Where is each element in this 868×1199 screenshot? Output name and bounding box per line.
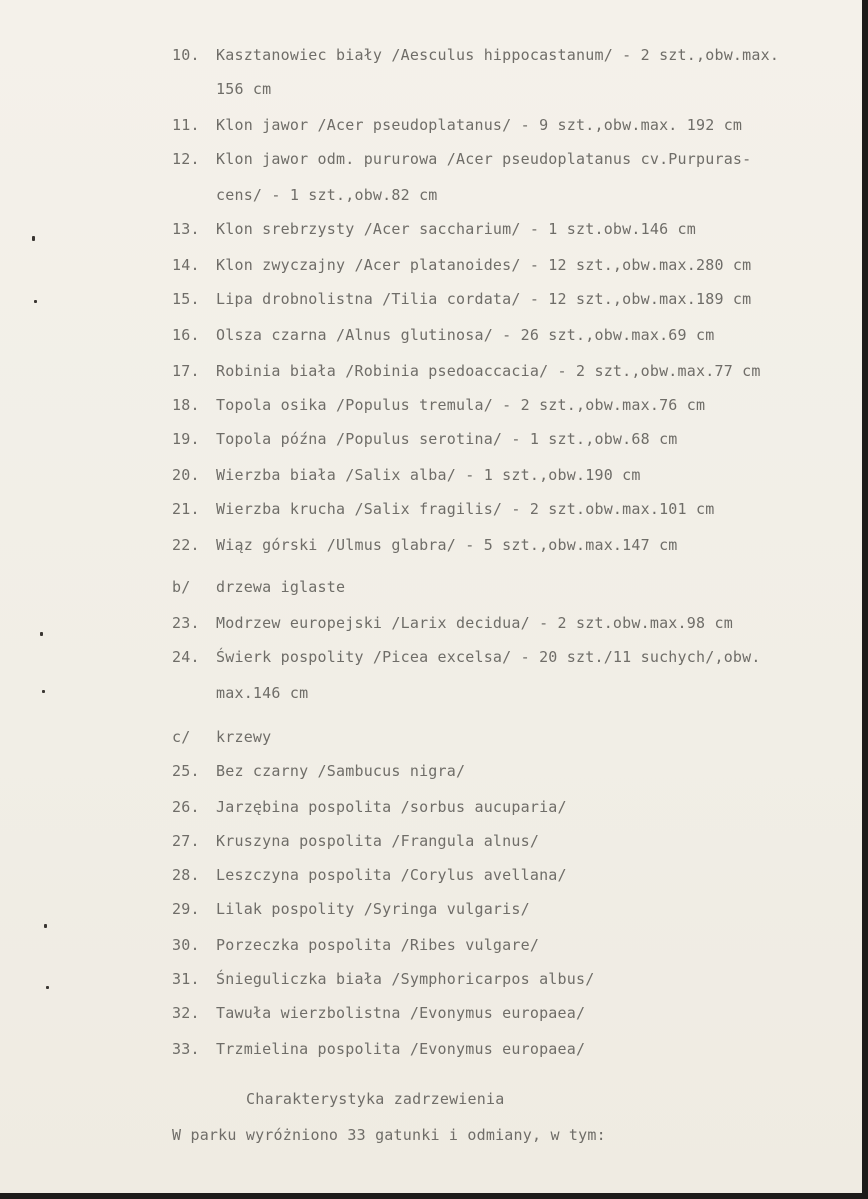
item-text: Wierzba krucha /Salix fragilis/ - 2 szt.obw.max.101 cm bbox=[216, 500, 715, 518]
item-number: 33. bbox=[172, 1040, 200, 1058]
item-text: Topola osika /Populus tremula/ - 2 szt.,obw.max.76 cm bbox=[216, 396, 706, 414]
item-number: 14. bbox=[172, 256, 200, 274]
list-item bbox=[172, 220, 696, 238]
item-number: 18. bbox=[172, 396, 200, 414]
list-item bbox=[172, 936, 539, 954]
punch-mark bbox=[32, 236, 35, 241]
item-text: Bez czarny /Sambucus nigra/ bbox=[216, 762, 466, 780]
item-text: max.146 cm bbox=[216, 684, 309, 702]
item-text: Kasztanowiec biały /Aesculus hippocastanum/ - 2 szt.,obw.max. bbox=[216, 46, 780, 64]
item-text: Wiąz górski /Ulmus glabra/ - 5 szt.,obw.max.147 cm bbox=[216, 536, 678, 554]
item-text: Modrzew europejski /Larix decidua/ - 2 szt.obw.max.98 cm bbox=[216, 614, 733, 632]
item-text: Robinia biała /Robinia psedoaccacia/ - 2 szt.,obw.max.77 cm bbox=[216, 362, 761, 380]
list-item bbox=[172, 832, 539, 850]
list-item bbox=[172, 900, 530, 918]
section-label: drzewa iglaste bbox=[216, 578, 346, 596]
list-item bbox=[172, 430, 678, 448]
item-number: 23. bbox=[172, 614, 200, 632]
item-number: 22. bbox=[172, 536, 200, 554]
item-text: Klon jawor /Acer pseudoplatanus/ - 9 szt.,obw.max. 192 cm bbox=[216, 116, 743, 134]
list-item bbox=[172, 466, 641, 484]
list-item bbox=[172, 648, 761, 666]
item-text: Klon zwyczajny /Acer platanoides/ - 12 szt.,obw.max.280 cm bbox=[216, 256, 752, 274]
list-item bbox=[172, 1004, 585, 1022]
list-item bbox=[172, 362, 761, 380]
punch-mark bbox=[42, 690, 45, 693]
item-number: 10. bbox=[172, 46, 200, 64]
item-number: 29. bbox=[172, 900, 200, 918]
item-text: Topola późna /Populus serotina/ - 1 szt.,obw.68 cm bbox=[216, 430, 678, 448]
item-text: Jarzębina pospolita /sorbus aucuparia/ bbox=[216, 798, 567, 816]
item-text: Leszczyna pospolita /Corylus avellana/ bbox=[216, 866, 567, 884]
item-number: 11. bbox=[172, 116, 200, 134]
list-item bbox=[172, 970, 594, 988]
punch-mark bbox=[34, 300, 37, 303]
item-text: Olsza czarna /Alnus glutinosa/ - 26 szt.,obw.max.69 cm bbox=[216, 326, 715, 344]
paragraph-line: W parku wyróżniono 33 gatunki i odmiany, w tym: bbox=[172, 1126, 606, 1144]
item-number: 13. bbox=[172, 220, 200, 238]
item-number: 15. bbox=[172, 290, 200, 308]
section-letter: c/ bbox=[172, 728, 191, 746]
list-item bbox=[172, 326, 714, 344]
list-item bbox=[172, 614, 733, 632]
punch-mark bbox=[46, 986, 49, 989]
item-number: 32. bbox=[172, 1004, 200, 1022]
item-text: cens/ - 1 szt.,obw.82 cm bbox=[216, 186, 438, 204]
punch-mark bbox=[40, 632, 43, 636]
item-text: Lipa drobnolistna /Tilia cordata/ - 12 szt.,obw.max.189 cm bbox=[216, 290, 752, 308]
list-item bbox=[172, 1040, 585, 1058]
list-item bbox=[172, 798, 567, 816]
list-item bbox=[172, 46, 779, 64]
list-item bbox=[172, 290, 751, 308]
item-number: 17. bbox=[172, 362, 200, 380]
item-number: 19. bbox=[172, 430, 200, 448]
list-item bbox=[172, 256, 751, 274]
item-text: Trzmielina pospolita /Evonymus europaea/ bbox=[216, 1040, 586, 1058]
list-item bbox=[172, 866, 567, 884]
item-text: Klon jawor odm. pururowa /Acer pseudoplatanus cv.Purpuras- bbox=[216, 150, 752, 168]
list-item-continuation bbox=[216, 186, 438, 204]
punch-mark bbox=[44, 924, 47, 928]
item-text: Klon srebrzysty /Acer saccharium/ - 1 szt.obw.146 cm bbox=[216, 220, 696, 238]
item-number: 21. bbox=[172, 500, 200, 518]
item-text: Lilak pospolity /Syringa vulgaris/ bbox=[216, 900, 530, 918]
item-number: 26. bbox=[172, 798, 200, 816]
section-heading-conifers bbox=[172, 578, 345, 596]
list-item bbox=[172, 396, 705, 414]
list-item bbox=[172, 500, 714, 518]
item-number: 28. bbox=[172, 866, 200, 884]
item-text: 156 cm bbox=[216, 80, 272, 98]
list-item bbox=[172, 762, 465, 780]
section-heading-shrubs bbox=[172, 728, 271, 746]
item-text: Kruszyna pospolita /Frangula alnus/ bbox=[216, 832, 540, 850]
scan-border-bottom bbox=[0, 1193, 868, 1199]
list-item bbox=[172, 116, 742, 134]
item-number: 20. bbox=[172, 466, 200, 484]
item-text: Porzeczka pospolita /Ribes vulgare/ bbox=[216, 936, 540, 954]
section-label: krzewy bbox=[216, 728, 272, 746]
item-text: Tawuła wierzbolistna /Evonymus europaea/ bbox=[216, 1004, 586, 1022]
item-text: Świerk pospolity /Picea excelsa/ - 20 szt./11 suchych/,obw. bbox=[216, 648, 761, 666]
scan-border-right bbox=[862, 0, 868, 1199]
item-text: Wierzba biała /Salix alba/ - 1 szt.,obw.190 cm bbox=[216, 466, 641, 484]
item-number: 24. bbox=[172, 648, 200, 666]
section-letter: b/ bbox=[172, 578, 191, 596]
list-item bbox=[172, 150, 751, 168]
item-number: 30. bbox=[172, 936, 200, 954]
item-text: Śnieguliczka biała /Symphoricarpos albus/ bbox=[216, 970, 595, 988]
item-number: 12. bbox=[172, 150, 200, 168]
item-number: 27. bbox=[172, 832, 200, 850]
item-number: 16. bbox=[172, 326, 200, 344]
item-number: 25. bbox=[172, 762, 200, 780]
list-item-continuation bbox=[216, 80, 271, 98]
list-item-continuation bbox=[216, 684, 308, 702]
list-item bbox=[172, 536, 678, 554]
item-number: 31. bbox=[172, 970, 200, 988]
section-title: Charakterystyka zadrzewienia bbox=[246, 1090, 505, 1108]
